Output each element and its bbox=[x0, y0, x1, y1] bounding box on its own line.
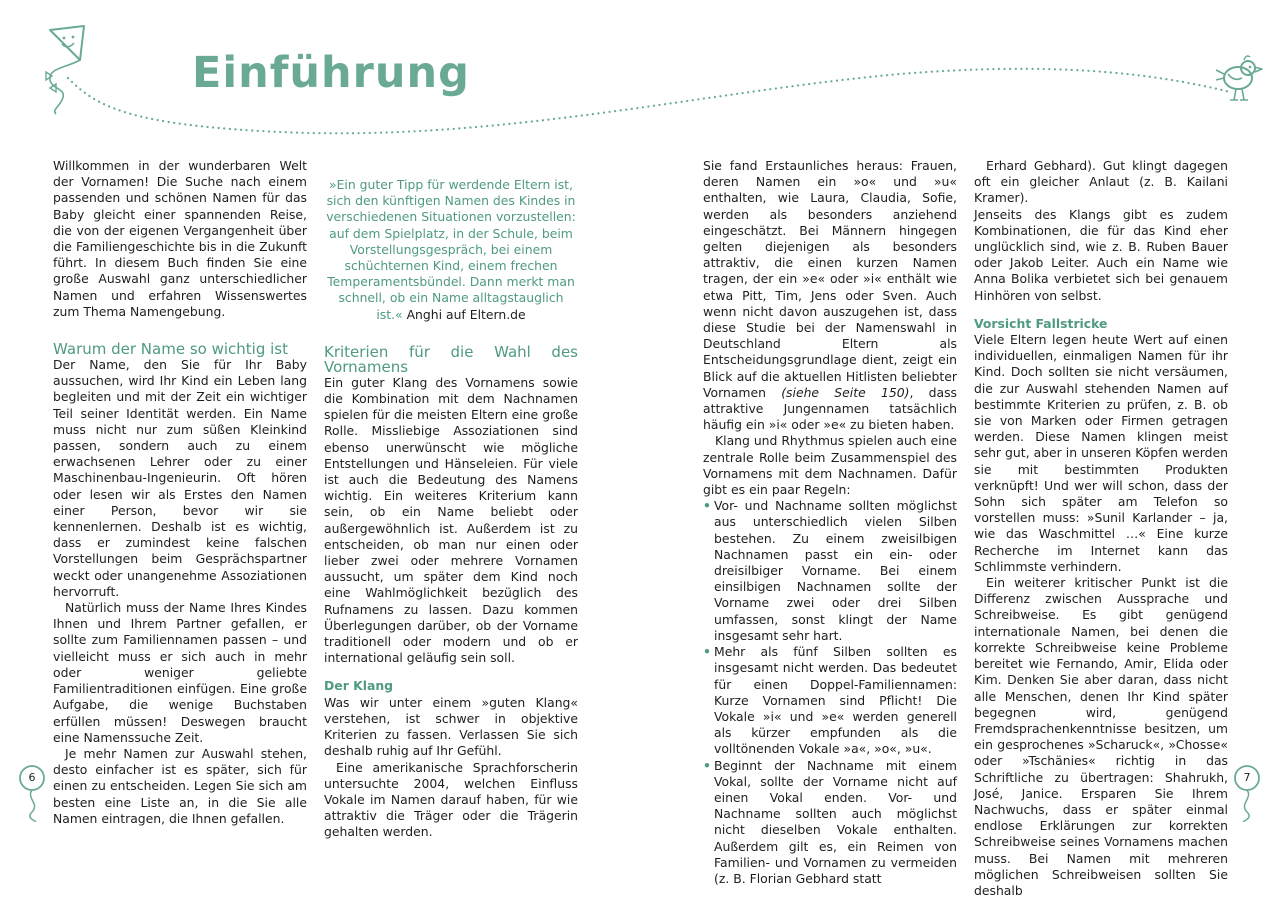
intro-paragraph: Willkommen in der wunderbaren Welt der Vornamen! Die Suche nach einem passenden und schönen Namen für das Baby gleicht einer spannenden Reise, die von der eigenen Vergangenheit über die Familiengeschichte bis in die Zukunft führt. In diesem Buch finden Sie eine große Auswahl ganz unterschiedlicher Namen und erfahren Wissenswertes zum Thema Namengebung. bbox=[53, 158, 307, 319]
paragraph: Erhard Gebhard). Gut klingt dagegen oft ein gleicher Anlaut (z. B. Kailani Kramer). bbox=[974, 158, 1228, 206]
rules-list bbox=[703, 498, 957, 887]
bullet-icon: • bbox=[703, 644, 711, 660]
subheading-sound: Der Klang bbox=[324, 678, 394, 694]
subheading-pitfalls: Vorsicht Fallstricke bbox=[974, 315, 1108, 331]
section-heading-criteria: Kriterien für die Wahl des Vornamens bbox=[324, 342, 578, 376]
page-reference: (siehe Seite 150) bbox=[781, 384, 910, 400]
list-item-text: Vor- und Nachname sollten möglichst aus unterschiedlich vielen Silben bestehen. Zu einem zweisilbigen Nachnamen passt ein ein- oder dreisilbiger Vorname. Bei einem einsilbigen Nachnamen sollte der Vorname zwei oder drei Silben umfassen, sonst klingt der Name insgesamt sehr hart. bbox=[714, 498, 957, 643]
paragraph: Je mehr Namen zur Auswahl stehen, desto einfacher ist es später, sich für einen zu entscheiden. Legen Sie sich am besten eine Liste an, in die Sie alle Namen eintragen, die Ihnen gefallen. bbox=[53, 745, 307, 826]
list-item bbox=[703, 644, 957, 757]
kite-icon bbox=[36, 24, 96, 116]
column-2 bbox=[324, 158, 578, 841]
column-1 bbox=[53, 158, 307, 827]
paragraph: Ein weiterer kritischer Punkt ist die Differenz zwischen Aussprache und Schreibweise. Es gibt genügend internationale Namen, bei denen die korrekte Schreibweise keine Probleme bereitet wie Fernando, Amir, Elida oder Kim. Denken Sie aber daran, dass nicht alle Menschen, denen Ihr Kind später begegnen wird, genügend Fremdsprachenkenntnisse besitzen, um ein gesprochenes »Scharuck«, »Chosse« oder »Tschänies« richtig in das Schriftliche zu übertragen: Shahrukh, José, Janice. Ersparen Sie Ihrem Nachwuchs, dass er später einmal endlose Erklärungen zur korrekten Schreibweise seines Vornamens machen muss. Bei Namen mit mehreren möglichen Schreibweisen sollten Sie deshalb bbox=[974, 575, 1228, 898]
list-item bbox=[703, 758, 957, 888]
paragraph: Viele Eltern legen heute Wert auf einen individuellen, einmaligen Namen für ihr Kind. Doch sollten sie nicht versäumen, die zur Auswahl stehenden Namen auf bestimmte Kriterien zu prüfen, z. B. ob sie von Marken oder Firmen getragen werden. Diese Namen klingen meist sehr gut, aber in unseren Köpfen werden sie mit bestimmten Produkten verknüpft! Und wer will schon, dass der Sohn sich später am Telefon so vorstellen muss: »Sunil Karlander – ja, wie das Waschmittel …« Eine kurze Recherche im Internet kann das Schlimmste verhindern. bbox=[974, 332, 1228, 574]
paragraph: Eine amerikanische Sprachforscherin untersuchte 2004, welchen Einfluss Vokale im Namen darauf haben, für wie attraktiv die Träger oder die Trägerin gehalten werden. bbox=[324, 759, 578, 840]
page-number-left: 6 bbox=[28, 771, 36, 784]
bullet-icon: • bbox=[703, 498, 711, 514]
paragraph: Ein guter Klang des Vornamens sowie die Kombination mit dem Nachnamen spielen für die meisten Eltern eine große Rolle. Missliebige Assoziationen sind ebenso unerwünscht wie mögliche Entstellungen und Hänseleien. Für viele ist auch die Bedeutung des Namens wichtig. Ein weiteres Kriterium kann sein, ob ein Name beliebt oder außergewöhnlich ist. Außerdem ist zu entscheiden, ob man nur einen oder lieber zwei oder mehrere Vornamen aussucht, um später dem Kind noch eine Wahlmöglichkeit bezüglich des Rufnamens zu lassen. Dazu kommen Überlegungen darüber, ob der Vorname traditionell oder modern und ob er international geläufig sein soll. bbox=[324, 374, 578, 666]
pull-quote bbox=[324, 177, 578, 323]
list-item bbox=[703, 498, 957, 644]
page-number-right: 7 bbox=[1243, 771, 1251, 784]
list-item-text: Beginnt der Nachname mit einem Vokal, sollte der Vorname nicht auf einen Vokal enden. Vor- und Nachname sollten auch möglichst nicht dieselben Vokale enthalten. Außerdem gilt es, ein Reimen von Familien- und Vornamen zu vermeiden (z. B. Florian Gebhard statt bbox=[714, 757, 957, 886]
bullet-icon: • bbox=[703, 757, 711, 773]
bird-icon bbox=[1214, 52, 1268, 106]
column-4 bbox=[974, 158, 1228, 899]
section-heading-why-name: Warum der Name so wichtig ist bbox=[53, 340, 288, 359]
quote-text: »Ein guter Tipp für werdende Eltern ist, sich den künftigen Namen des Kindes in verschiedenen Situationen vorzustellen: auf dem Spielplatz, in der Schule, beim Vorstellungsgespräch, bei einem schüchternen Kind, einem frechen Temperamentsbündel. Dann merkt man schnell, ob ein Name alltagstauglich ist.« bbox=[326, 177, 576, 322]
page-title: Einführung bbox=[192, 48, 470, 98]
column-3 bbox=[703, 158, 957, 887]
paragraph: Der Name, den Sie für Ihr Baby aussuchen, wird Ihr Kind ein Leben lang begleiten und mit der Zeit ein wichtiger Teil seiner Identität werden. Ein Name muss nicht nur zum süßen Kleinkind passen, sondern auch zu einem erwachsenen Lehrer oder zu einer Maschinenbau-Ingenieurin. Oft hören oder lesen wir als Erstes den Namen einer Person, bevor wir sie kennenlernen. Deshalb ist es wichtig, dass er zumindest keine falschen Vorstellungen beim Gesprächspartner weckt oder unangenehme Assoziationen hervorruft. bbox=[53, 357, 307, 599]
list-item-text: Mehr als fünf Silben sollten es insgesamt nicht werden. Das bedeutet für einen Doppel-Familiennamen: Kurze Vornamen sind Pflicht! Die Vokale »i« und »e« werden generell als kürzer empfunden als die volltönenden Vokale »a«, »o«, »u«. bbox=[714, 644, 957, 757]
paragraph: Was wir unter einem »guten Klang« verstehen, ist schwer in objektive Kriterien zu fassen. Verlassen Sie sich deshalb ruhig auf Ihr Gefühl. bbox=[324, 694, 578, 759]
paragraph: Klang und Rhythmus spielen auch eine zentrale Rolle beim Zusammenspiel des Vornamens mit dem Nachnamen. Dafür gibt es ein paar Regeln: bbox=[703, 433, 957, 498]
quote-source: Anghi auf Eltern.de bbox=[406, 306, 526, 322]
paragraph-text: Sie fand Erstaunliches heraus: Frauen, deren Namen ein »o« und »u« enthalten, wie Laura, Claudia, Sofie, werden als besonders anziehend eingeschätzt. Bei Männern hingegen gelten diejenigen als besonders attraktiv, die einen kurzen Namen tragen, der ein »e« oder »i« enthält wie etwa Pitt, Tim, Jens oder Sven. Auch wenn nicht davon auszugehen ist, dass diese Studie bei der Namenswahl in Deutschland Eltern als Entscheidungsgrundlage dient, zeigt ein Blick auf die aktuellen Hitlisten beliebter Vornamen bbox=[703, 158, 957, 400]
paragraph: Natürlich muss der Name Ihres Kindes Ihnen und Ihrem Partner gefallen, er sollte zum Familiennamen passen – und vielleicht muss er sich auch in mehr oder weniger geliebte Familientraditionen einfügen. Eine große Aufgabe, die wenige Buchstaben erfüllen müssen! Deswegen braucht eine Namenssuche Zeit. bbox=[53, 600, 307, 745]
paragraph-text: , dass attraktive Jungennamen tatsächlich häufig ein »i« oder »e« zu bieten haben. bbox=[703, 384, 958, 433]
paragraph bbox=[703, 158, 957, 433]
paragraph: Jenseits des Klangs gibt es zudem Kombinationen, die für das Kind eher unglücklich sind, wie z. B. Ruben Bauer oder Jakob Leiter. Auch ein Name wie Anna Bolika verbietet sich bei genauem Hinhören von selbst. bbox=[974, 206, 1228, 303]
